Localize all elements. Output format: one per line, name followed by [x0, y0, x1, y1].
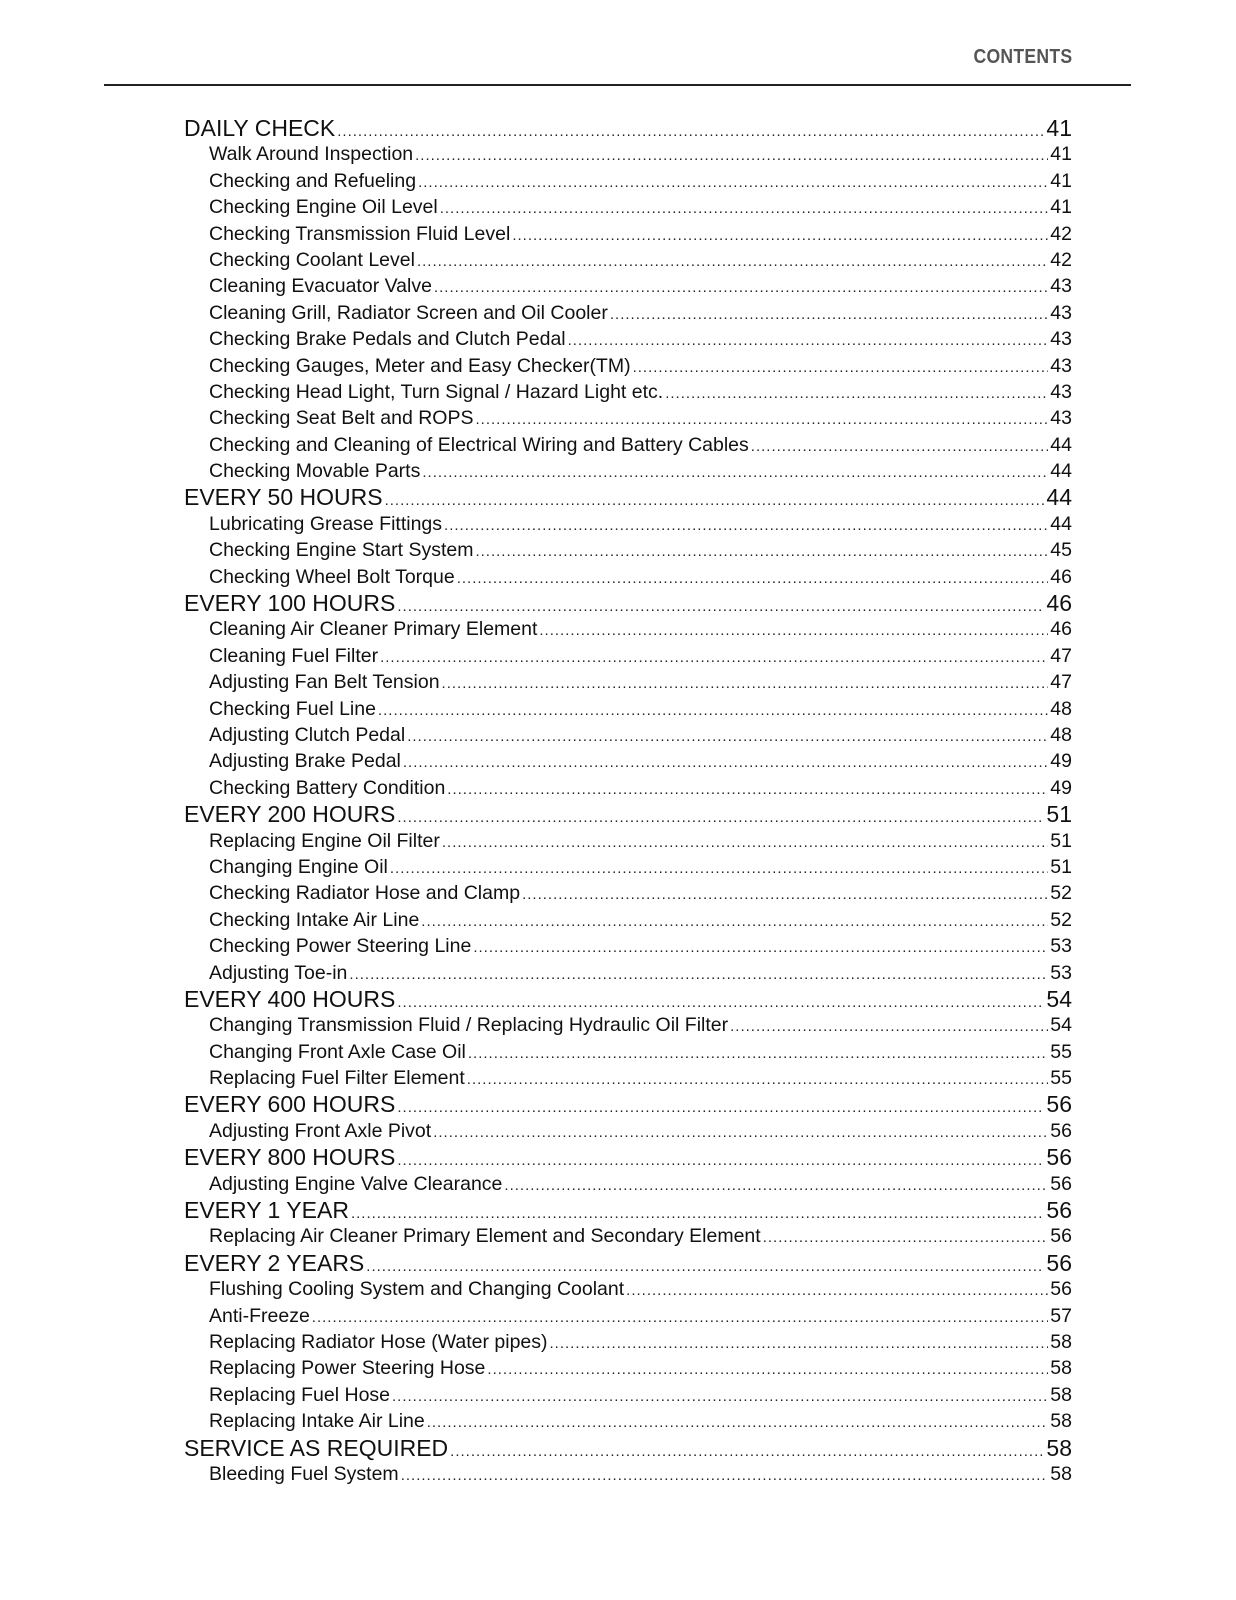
toc-entry-label: Replacing Intake Air Line	[209, 1410, 425, 1433]
toc-item-entry[interactable]	[184, 353, 1072, 379]
toc-entry-page-number: 52	[1050, 882, 1072, 905]
toc-entry-page-number: 47	[1050, 644, 1072, 667]
dot-leader	[421, 909, 1048, 933]
toc-entry-label: Replacing Engine Oil Filter	[209, 829, 440, 852]
toc-entry-page-number: 51	[1050, 855, 1072, 878]
toc-section-entry[interactable]	[184, 801, 1072, 827]
toc-section-entry[interactable]	[184, 1435, 1072, 1461]
toc-item-entry[interactable]	[184, 1461, 1072, 1487]
toc-entry-page-number: 54	[1050, 1014, 1072, 1037]
toc-section-entry[interactable]	[184, 590, 1072, 616]
toc-entry-page-number: 58	[1050, 1462, 1072, 1485]
toc-entry-label: Checking Fuel Line	[209, 697, 376, 720]
toc-item-entry[interactable]	[184, 1355, 1072, 1381]
toc-entry-label: EVERY 100 HOURS	[184, 590, 396, 617]
table-of-contents	[184, 115, 1072, 1487]
toc-entry-label: Checking Engine Start System	[209, 539, 474, 562]
toc-entry-page-number: 48	[1050, 697, 1072, 720]
dot-leader	[397, 1148, 1044, 1170]
toc-entry-page-number: 42	[1050, 248, 1072, 271]
dot-leader	[610, 302, 1048, 326]
toc-entry-label: Checking Radiator Hose and Clamp	[209, 882, 521, 905]
dot-leader	[397, 990, 1044, 1012]
toc-entry-label: Checking Head Light, Turn Signal / Hazard Light etc.	[209, 380, 664, 403]
toc-entry-label: EVERY 50 HOURS	[184, 484, 383, 511]
toc-entry-label: Checking Engine Oil Level	[209, 196, 438, 219]
toc-entry-label: Anti-Freeze	[209, 1304, 310, 1327]
toc-entry-page-number: 56	[1050, 1172, 1072, 1195]
toc-item-entry[interactable]	[184, 194, 1072, 220]
toc-entry-label: Cleaning Fuel Filter	[209, 644, 379, 667]
toc-entry-label: Changing Front Axle Case Oil	[209, 1040, 466, 1063]
toc-item-entry[interactable]	[184, 828, 1072, 854]
toc-entry-label: EVERY 200 HOURS	[184, 801, 396, 828]
toc-item-entry[interactable]	[184, 1171, 1072, 1197]
dot-leader	[751, 434, 1049, 458]
toc-entry-page-number: 56	[1046, 1091, 1072, 1118]
dot-leader	[418, 170, 1048, 194]
toc-entry-label: Adjusting Clutch Pedal	[209, 723, 406, 746]
toc-entry-label: Checking Intake Air Line	[209, 908, 420, 931]
toc-entry-page-number: 49	[1050, 750, 1072, 773]
dot-leader	[442, 830, 1048, 854]
dot-leader	[427, 1410, 1049, 1434]
toc-entry-page-number: 56	[1046, 1249, 1072, 1276]
toc-item-entry[interactable]	[184, 775, 1072, 801]
toc-item-entry[interactable]	[184, 326, 1072, 352]
toc-entry-label: Adjusting Fan Belt Tension	[209, 671, 440, 694]
toc-entry-label: Cleaning Air Cleaner Primary Element	[209, 618, 538, 641]
toc-item-entry[interactable]	[184, 616, 1072, 642]
toc-item-entry[interactable]	[184, 1118, 1072, 1144]
toc-entry-page-number: 43	[1050, 275, 1072, 298]
toc-item-entry[interactable]	[184, 141, 1072, 167]
dot-leader	[457, 566, 1049, 590]
dot-leader	[422, 460, 1048, 484]
toc-item-entry[interactable]	[184, 696, 1072, 722]
toc-entry-label: EVERY 400 HOURS	[184, 985, 396, 1012]
toc-item-entry[interactable]	[184, 960, 1072, 986]
toc-entry-label: Checking Seat Belt and ROPS	[209, 407, 474, 430]
toc-entry-label: Checking and Refueling	[209, 169, 417, 192]
toc-entry-label: EVERY 600 HOURS	[184, 1091, 396, 1118]
toc-entry-label: Bleeding Fuel System	[209, 1462, 399, 1485]
dot-leader	[378, 698, 1048, 722]
dot-leader	[475, 539, 1048, 563]
toc-item-entry[interactable]	[184, 1012, 1072, 1038]
toc-entry-page-number: 43	[1050, 380, 1072, 403]
dot-leader	[349, 962, 1048, 986]
toc-entry-page-number: 43	[1050, 301, 1072, 324]
dot-leader	[351, 1201, 1044, 1223]
toc-entry-page-number: 56	[1046, 1197, 1072, 1224]
toc-entry-page-number: 55	[1050, 1067, 1072, 1090]
dot-leader	[487, 1357, 1048, 1381]
toc-item-entry[interactable]	[184, 564, 1072, 590]
toc-entry-label: Walk Around Inspection	[209, 143, 414, 166]
dot-leader	[390, 856, 1048, 880]
dot-leader	[633, 355, 1049, 379]
toc-item-entry[interactable]	[184, 1408, 1072, 1434]
toc-entry-label: Replacing Radiator Hose (Water pipes)	[209, 1330, 548, 1353]
toc-entry-page-number: 46	[1050, 565, 1072, 588]
toc-section-entry[interactable]	[184, 1250, 1072, 1276]
dot-leader	[450, 1439, 1044, 1461]
toc-entry-page-number: 53	[1050, 935, 1072, 958]
header-divider	[104, 84, 1131, 86]
dot-leader	[512, 223, 1048, 247]
dot-leader	[665, 381, 1048, 405]
toc-entry-page-number: 41	[1050, 143, 1072, 166]
toc-item-entry[interactable]	[184, 511, 1072, 537]
dot-leader	[467, 1067, 1049, 1091]
toc-entry-page-number: 47	[1050, 671, 1072, 694]
toc-entry-page-number: 55	[1050, 1040, 1072, 1063]
toc-section-entry[interactable]	[184, 1144, 1072, 1170]
toc-entry-label: Lubricating Grease Fittings	[209, 512, 443, 535]
toc-entry-page-number: 51	[1050, 829, 1072, 852]
dot-leader	[403, 750, 1048, 774]
dot-leader	[417, 249, 1048, 273]
toc-item-entry[interactable]	[184, 432, 1072, 458]
toc-entry-page-number: 43	[1050, 354, 1072, 377]
toc-section-entry[interactable]	[184, 986, 1072, 1012]
dot-leader	[468, 1041, 1048, 1065]
toc-entry-label: Adjusting Toe-in	[209, 961, 348, 984]
toc-entry-page-number: 41	[1050, 196, 1072, 219]
toc-entry-page-number: 49	[1050, 776, 1072, 799]
dot-leader	[312, 1305, 1049, 1329]
toc-item-entry[interactable]	[184, 669, 1072, 695]
dot-leader	[522, 882, 1048, 906]
dot-leader	[473, 935, 1048, 959]
toc-entry-page-number: 48	[1050, 723, 1072, 746]
toc-item-entry[interactable]	[184, 537, 1072, 563]
toc-entry-page-number: 43	[1050, 328, 1072, 351]
toc-section-entry[interactable]	[184, 484, 1072, 510]
toc-entry-page-number: 58	[1046, 1434, 1072, 1461]
toc-item-entry[interactable]	[184, 880, 1072, 906]
toc-item-entry[interactable]	[184, 933, 1072, 959]
dot-leader	[626, 1278, 1048, 1302]
toc-entry-label: Checking Transmission Fluid Level	[209, 222, 511, 245]
dot-leader	[415, 143, 1048, 167]
toc-entry-label: Checking Battery Condition	[209, 776, 446, 799]
toc-entry-page-number: 56	[1050, 1225, 1072, 1248]
toc-entry-page-number: 56	[1050, 1278, 1072, 1301]
toc-entry-page-number: 44	[1050, 433, 1072, 456]
dot-leader	[366, 1254, 1044, 1276]
toc-entry-page-number: 58	[1050, 1410, 1072, 1433]
dot-leader	[397, 1095, 1044, 1117]
toc-entry-page-number: 53	[1050, 961, 1072, 984]
dot-leader	[433, 1120, 1048, 1144]
toc-item-entry[interactable]	[184, 405, 1072, 431]
toc-entry-label: Checking and Cleaning of Electrical Wiring and Battery Cables	[209, 433, 749, 456]
dot-leader	[504, 1173, 1048, 1197]
dot-leader	[397, 594, 1044, 616]
toc-entry-label: Replacing Air Cleaner Primary Element and Secondary Element	[209, 1225, 761, 1248]
toc-entry-label: Adjusting Brake Pedal	[209, 750, 401, 773]
toc-entry-label: Replacing Power Steering Hose	[209, 1357, 486, 1380]
toc-item-entry[interactable]	[184, 300, 1072, 326]
toc-item-entry[interactable]	[184, 1382, 1072, 1408]
toc-entry-label: Replacing Fuel Filter Element	[209, 1067, 465, 1090]
dot-leader	[407, 724, 1048, 748]
toc-entry-page-number: 41	[1050, 169, 1072, 192]
dot-leader	[447, 777, 1048, 801]
toc-entry-page-number: 44	[1046, 484, 1072, 511]
dot-leader	[539, 618, 1048, 642]
toc-section-entry[interactable]	[184, 1197, 1072, 1223]
dot-leader	[401, 1463, 1049, 1487]
toc-item-entry[interactable]	[184, 221, 1072, 247]
dot-leader	[442, 671, 1049, 695]
toc-entry-label: Checking Movable Parts	[209, 460, 421, 483]
dot-leader	[392, 1384, 1048, 1408]
toc-entry-page-number: 56	[1050, 1119, 1072, 1142]
dot-leader	[730, 1014, 1048, 1038]
toc-item-entry[interactable]	[184, 1276, 1072, 1302]
toc-entry-page-number: 54	[1046, 985, 1072, 1012]
dot-leader	[434, 275, 1048, 299]
dot-leader	[568, 328, 1049, 352]
toc-entry-page-number: 44	[1050, 512, 1072, 535]
dot-leader	[337, 119, 1044, 141]
toc-section-entry[interactable]	[184, 1091, 1072, 1117]
toc-entry-page-number: 56	[1046, 1144, 1072, 1171]
toc-entry-label: Cleaning Evacuator Valve	[209, 275, 432, 298]
toc-entry-page-number: 52	[1050, 908, 1072, 931]
toc-item-entry[interactable]	[184, 907, 1072, 933]
toc-entry-label: Cleaning Grill, Radiator Screen and Oil Cooler	[209, 301, 608, 324]
toc-item-entry[interactable]	[184, 247, 1072, 273]
toc-item-entry[interactable]	[184, 1039, 1072, 1065]
toc-entry-page-number: 42	[1050, 222, 1072, 245]
toc-entry-label: Replacing Fuel Hose	[209, 1383, 391, 1406]
toc-entry-page-number: 46	[1046, 590, 1072, 617]
toc-entry-label: Adjusting Front Axle Pivot	[209, 1119, 432, 1142]
toc-entry-label: SERVICE AS REQUIRED	[184, 1434, 449, 1461]
dot-leader	[385, 488, 1045, 510]
toc-entry-page-number: 58	[1050, 1383, 1072, 1406]
toc-entry-label: Checking Coolant Level	[209, 248, 415, 271]
dot-leader	[444, 513, 1048, 537]
page-header-title: CONTENTS	[973, 46, 1072, 68]
toc-entry-label: Changing Engine Oil	[209, 855, 388, 878]
toc-entry-label: EVERY 2 YEARS	[184, 1249, 365, 1276]
toc-item-entry[interactable]	[184, 168, 1072, 194]
dot-leader	[475, 407, 1048, 431]
toc-item-entry[interactable]	[184, 379, 1072, 405]
toc-entry-page-number: 51	[1046, 801, 1072, 828]
toc-entry-label: Flushing Cooling System and Changing Coolant	[209, 1278, 625, 1301]
toc-entry-page-number: 46	[1050, 618, 1072, 641]
toc-entry-page-number: 58	[1050, 1330, 1072, 1353]
toc-entry-label: Adjusting Engine Valve Clearance	[209, 1172, 503, 1195]
toc-item-entry[interactable]	[184, 748, 1072, 774]
toc-entry-page-number: 58	[1050, 1357, 1072, 1380]
toc-entry-label: Checking Power Steering Line	[209, 935, 472, 958]
toc-entry-page-number: 44	[1050, 460, 1072, 483]
toc-item-entry[interactable]	[184, 273, 1072, 299]
dot-leader	[397, 805, 1044, 827]
toc-section-entry[interactable]	[184, 115, 1072, 141]
toc-item-entry[interactable]	[184, 1065, 1072, 1091]
toc-entry-page-number: 41	[1046, 115, 1072, 141]
toc-entry-label: Checking Brake Pedals and Clutch Pedal	[209, 328, 566, 351]
toc-item-entry[interactable]	[184, 1303, 1072, 1329]
toc-item-entry[interactable]	[184, 643, 1072, 669]
toc-item-entry[interactable]	[184, 854, 1072, 880]
toc-item-entry[interactable]	[184, 722, 1072, 748]
dot-leader	[380, 645, 1048, 669]
toc-item-entry[interactable]	[184, 458, 1072, 484]
toc-entry-label: Changing Transmission Fluid / Replacing Hydraulic Oil Filter	[209, 1014, 729, 1037]
toc-item-entry[interactable]	[184, 1223, 1072, 1249]
toc-entry-page-number: 57	[1050, 1304, 1072, 1327]
toc-entry-label: EVERY 800 HOURS	[184, 1144, 396, 1171]
toc-entry-label: Checking Wheel Bolt Torque	[209, 565, 455, 588]
dot-leader	[440, 196, 1049, 220]
toc-item-entry[interactable]	[184, 1329, 1072, 1355]
toc-entry-label: EVERY 1 YEAR	[184, 1197, 349, 1224]
dot-leader	[550, 1331, 1049, 1355]
toc-entry-label: DAILY CHECK	[184, 115, 336, 141]
toc-entry-label: Checking Gauges, Meter and Easy Checker(TM)	[209, 354, 631, 377]
dot-leader	[763, 1225, 1049, 1249]
toc-entry-page-number: 43	[1050, 407, 1072, 430]
toc-entry-page-number: 45	[1050, 539, 1072, 562]
